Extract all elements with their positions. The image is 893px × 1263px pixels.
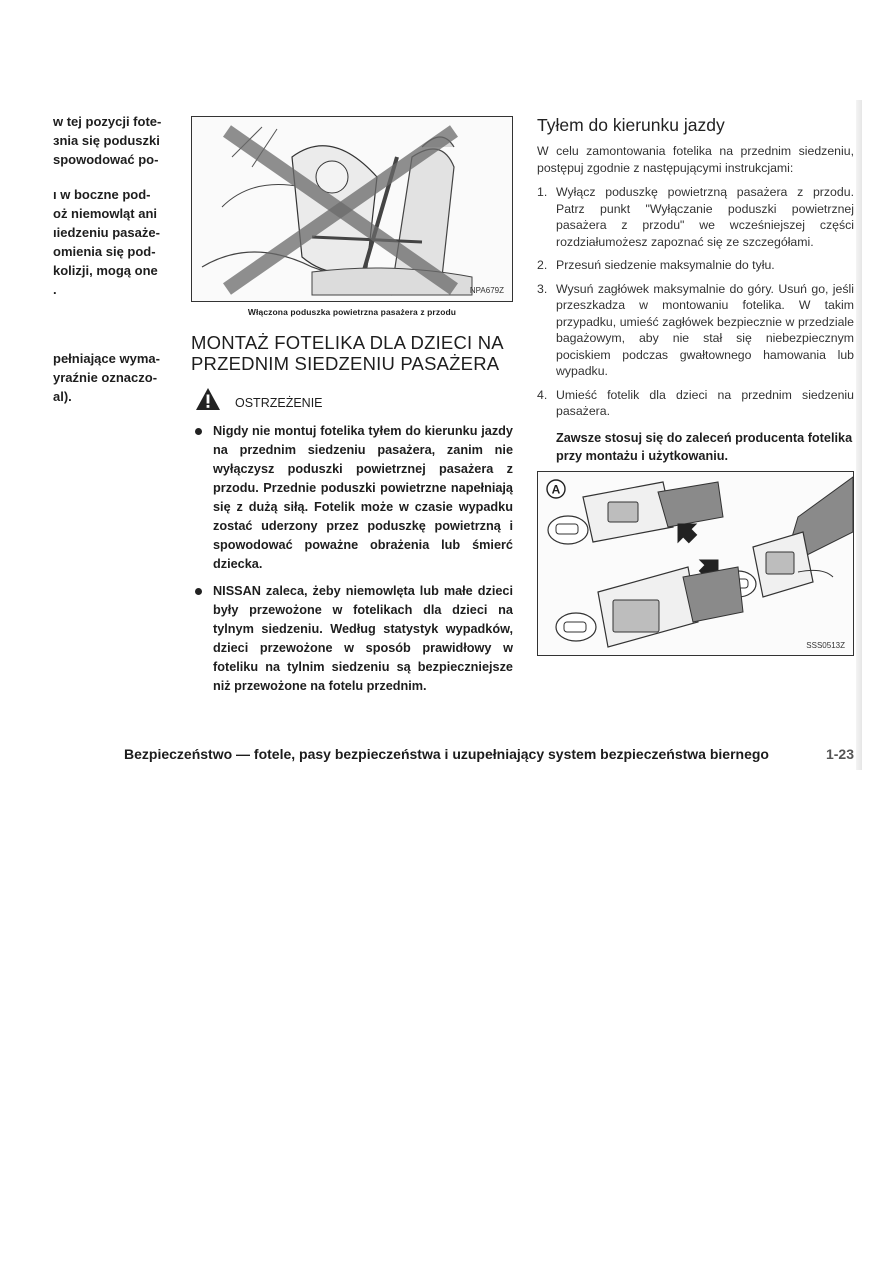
left-text-line: ıiedzeniu pasaże- <box>53 225 160 240</box>
step-text: Wysuń zagłówek maksymalnie do góry. Usuń go, jeśli przeszkadza w montowaniu fotelika. W takim przypadku, umieść zagłówek bezpiecznie w przedziale bagażowym, aby nie stał się niebezpiecznym pociskiem podczas gwałtownego hamowania lub wypadku. <box>556 281 854 378</box>
step-number: 1. <box>537 185 548 199</box>
left-text-line: pełniające wyma- <box>53 351 160 366</box>
left-text-line: ı w boczne pod- <box>53 187 151 202</box>
manufacturer-note: Zawsze stosuj się do zaleceń producenta fotelika przy montażu i użytkowaniu. <box>556 430 853 463</box>
section-title-line: MONTAŻ FOTELIKA DLA DZIECI NA <box>191 332 504 353</box>
warning-triangle-icon <box>195 387 221 411</box>
step-item <box>537 257 854 274</box>
warning-bullet-text: NISSAN zaleca, żeby niemowlęta lub małe dzieci były przewożone w fotelikach dla dzieci na tylnym siedzeniu. Według statystyk wypadków, dzieci przewożone w sposób prawidłowy w foteliku na tylnim siedzeniu są bezpieczniejsze niż przewożone na fotelu przednim. <box>213 584 513 693</box>
bullet-icon <box>195 588 202 595</box>
instruction-steps <box>537 184 854 420</box>
scan-edge-shadow <box>856 100 862 770</box>
bullet-icon <box>195 428 202 435</box>
step-number: 4. <box>537 387 548 402</box>
warning-bullet <box>191 582 513 696</box>
left-text-line: kolizji, mogą one <box>53 263 158 278</box>
seat-belt-buckle-figure <box>537 471 854 656</box>
figure-code: NPA679Z <box>469 286 504 295</box>
warning-label: OSTRZEŻENIE <box>235 396 323 410</box>
buckle-illustration <box>538 472 854 656</box>
step-item <box>537 184 854 250</box>
page-footer <box>124 746 854 762</box>
warning-bullets <box>191 422 513 696</box>
airbag-warning-figure <box>191 116 513 302</box>
middle-column <box>191 116 513 696</box>
left-text-line: oż niemowląt ani <box>53 206 158 221</box>
footer-chapter-title: Bezpieczeństwo — fotele, pasy bezpieczeństwa i uzupełniający system bezpieczeństwa biernego <box>124 746 769 762</box>
section-title <box>191 332 513 374</box>
step-text: Umieść fotelik dla dzieci na przednim siedzeniu pasażera. <box>556 387 854 418</box>
figure-label-a: A <box>551 482 561 496</box>
rear-facing-seat-crossed-illustration <box>192 117 513 302</box>
step-number: 3. <box>537 281 548 296</box>
warning-bullet-text: Nigdy nie montuj fotelika tyłem do kierunku jazdy na przednim siedzeniu pasażera, zanim nie wyłączysz poduszki powietrznej pasażera z przodu. Przednie poduszki powietrzne napełniają się z dużą siłą. Fotelik może w czasie wypadku zostać uderzony przez poduszkę powietrzną i spowodować poważne obrażenia lub śmierć dziecka. <box>213 424 513 571</box>
intro-paragraph: W celu zamontowania fotelika na przednim siedzeniu, postępuj zgodnie z następującymi instrukcjami: <box>537 144 854 175</box>
figure-caption: Włączona poduszka powietrzna pasażera z przodu <box>247 307 457 317</box>
figure-code: SSS0513Z <box>806 640 845 650</box>
left-column-fragment <box>53 112 173 406</box>
section-title-line: PRZEDNIM SIEDZENIU PASAŻERA <box>191 353 500 374</box>
warning-header <box>191 384 513 414</box>
left-text-line: w tej pozycji fote- <box>53 114 162 129</box>
left-text-line: omienia się pod- <box>53 244 156 259</box>
step-number: 2. <box>537 258 548 272</box>
step-text: Przesuń siedzenie maksymalnie do tyłu. <box>556 258 775 272</box>
left-text-line: ɜnia się poduszki <box>53 133 160 148</box>
right-column <box>537 114 854 656</box>
left-text-line: al). <box>53 389 72 404</box>
step-item <box>537 281 854 380</box>
step-item <box>537 387 854 420</box>
subsection-title: Tyłem do kierunku jazdy <box>537 115 725 135</box>
page-number: 1-23 <box>825 746 854 762</box>
left-text-line: yraźnie oznaczo- <box>53 370 158 385</box>
warning-bullet <box>191 422 513 574</box>
step-text: Wyłącz poduszkę powietrzną pasażera z przodu. Patrz punkt "Wyłączanie poduszki powietrznej pasażera z przodu" we wcześniejszej części rozdziałumożesz zapoznać się ze szczegółami. <box>556 185 854 249</box>
left-text-line: spowodować po- <box>53 152 159 167</box>
left-text-line: . <box>53 282 57 297</box>
